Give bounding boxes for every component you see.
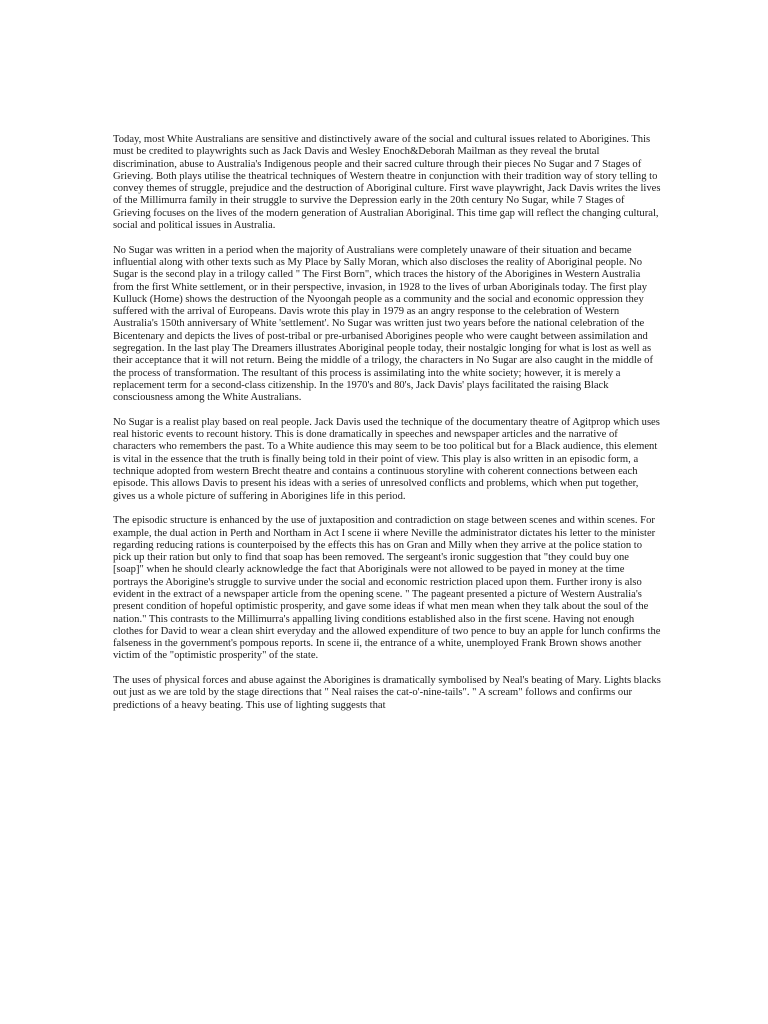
paragraph-physical-abuse: The uses of physical forces and abuse against the Aborigines is dramatically symbolised by Neal's beating of Mary. Lights blacks out just as we are told by the stage directions that " Neal raises the cat-o'-nine-tails". " A scream" follows and confirms our predictions of a heavy beating. This use of lighting suggests that: [113, 675, 661, 711]
paragraph-context: No Sugar was written in a period when the majority of Australians were completely unaware of their situation and became influential along with other texts such as My Place by Sally Moran, which also discloses the reality of Aboriginal people. No Sugar is the second play in a trilogy called " The First Born", which traces the history of the Aborigines in Western Australia from the first White settlement, or in their perspective, invasion, in 1928 to the lives of urban Aboriginals today. The first play Kulluck (Home) shows the destruction of the Nyoongah people as a community and the social and economic oppression they suffered with the arrival of Europeans. Davis wrote this play in 1979 as an angry response to the celebration of Western Australia's 150th anniversary of White 'settlement'. No Sugar was written just two years before the national celebration of the Bicentenary and depicts the lives of post-tribal or pre-urbanised Aborigines people who were caught between assimilation and segregation. In the last play The Dreamers illustrates Aboriginal people today, their nostalgic longing for what is lost as well as their acceptance that it will not return. Being the middle of a trilogy, the characters in No Sugar are also caught in the middle of the process of transformation. The resultant of this process is assimilating into the white society; however, it is merely a replacement term for a second-class citizenship. In the 1970's and 80's, Jack Davis' plays facilitated the raising Black consciousness among the White Australians.: [113, 244, 654, 404]
document-page: [113, 134, 661, 724]
paragraph-intro: Today, most White Australians are sensitive and distinctively aware of the social and cultural issues related to Aborigines. This must be credited to playwrights such as Jack Davis and Wesley Enoch&Deborah Mailman as they reveal the brutal discrimination, abuse to Australia's Indigenous people and their sacred culture through their pieces No Sugar and 7 Stages of Grieving. Both plays utilise the theatrical techniques of Western theatre in conjunction with their tradition way of story telling to convey themes of struggle, prejudice and the destruction of Aboriginal culture. First wave playwright, Jack Davis writes the lives of the Millimurra family in their struggle to survive the Depression early in the 20th century No Sugar, while 7 Stages of Grieving focuses on the lives of the modern generation of Australian Aboriginal. This time gap will reflect the changing cultural, social and political issues in Australia.: [113, 134, 661, 232]
paragraph-episodic-structure: The episodic structure is enhanced by the use of juxtaposition and contradiction on stage between scenes and within scenes. For example, the dual action in Perth and Northam in Act I scene ii where Neville the administrator dictates his letter to the minister regarding reducing rations is counterpoised by the effects this has on Gran and Milly when they arrive at the police station to pick up their ration but only to find that soap has been removed. The sergeant's ironic suggestion that "they could buy one [soap]" when he should clearly acknowledge the fact that Aboriginals were not allowed to be payed in money at the time portrays the Aborigine's struggle to survive under the social and economic restriction placed upon them. Further irony is also evident in the extract of a newspaper article from the opening scene. " The pageant presented a picture of Western Australia's present condition of hopeful optimistic prosperity, and gave some ideas if what men mean when they talk about the soul of the nation." This contrasts to the Millimurra's appalling living conditions established also in the first scene. Having not enough clothes for David to wear a clean shirt everyday and the allowed expenditure of two pence to buy an apple for lunch confirms the falseness in the government's pompous reports. In scene ii, the entrance of a white, unemployed Frank Brown shows another victim of the "optimistic prosperity" of the state.: [113, 515, 661, 662]
paragraph-realism: No Sugar is a realist play based on real people. Jack Davis used the technique of the documentary theatre of Agitprop which uses real historic events to recount history. This is done dramatically in speeches and newspaper articles and the narrative of characters who remembers the past. To a White audience this may seem to be too political but for a Black audience, this element is vital in the essence that the truth is finally being told in their point of view. This play is also written in an episodic form, a technique adopted from western Brecht theatre and contains a continuous storyline with coherent connections between each episode. This allows Davis to present his ideas with a series of unresolved conflicts and problems, which when put together, gives us a whole picture of suffering in Aborigines life in this period.: [113, 416, 660, 502]
